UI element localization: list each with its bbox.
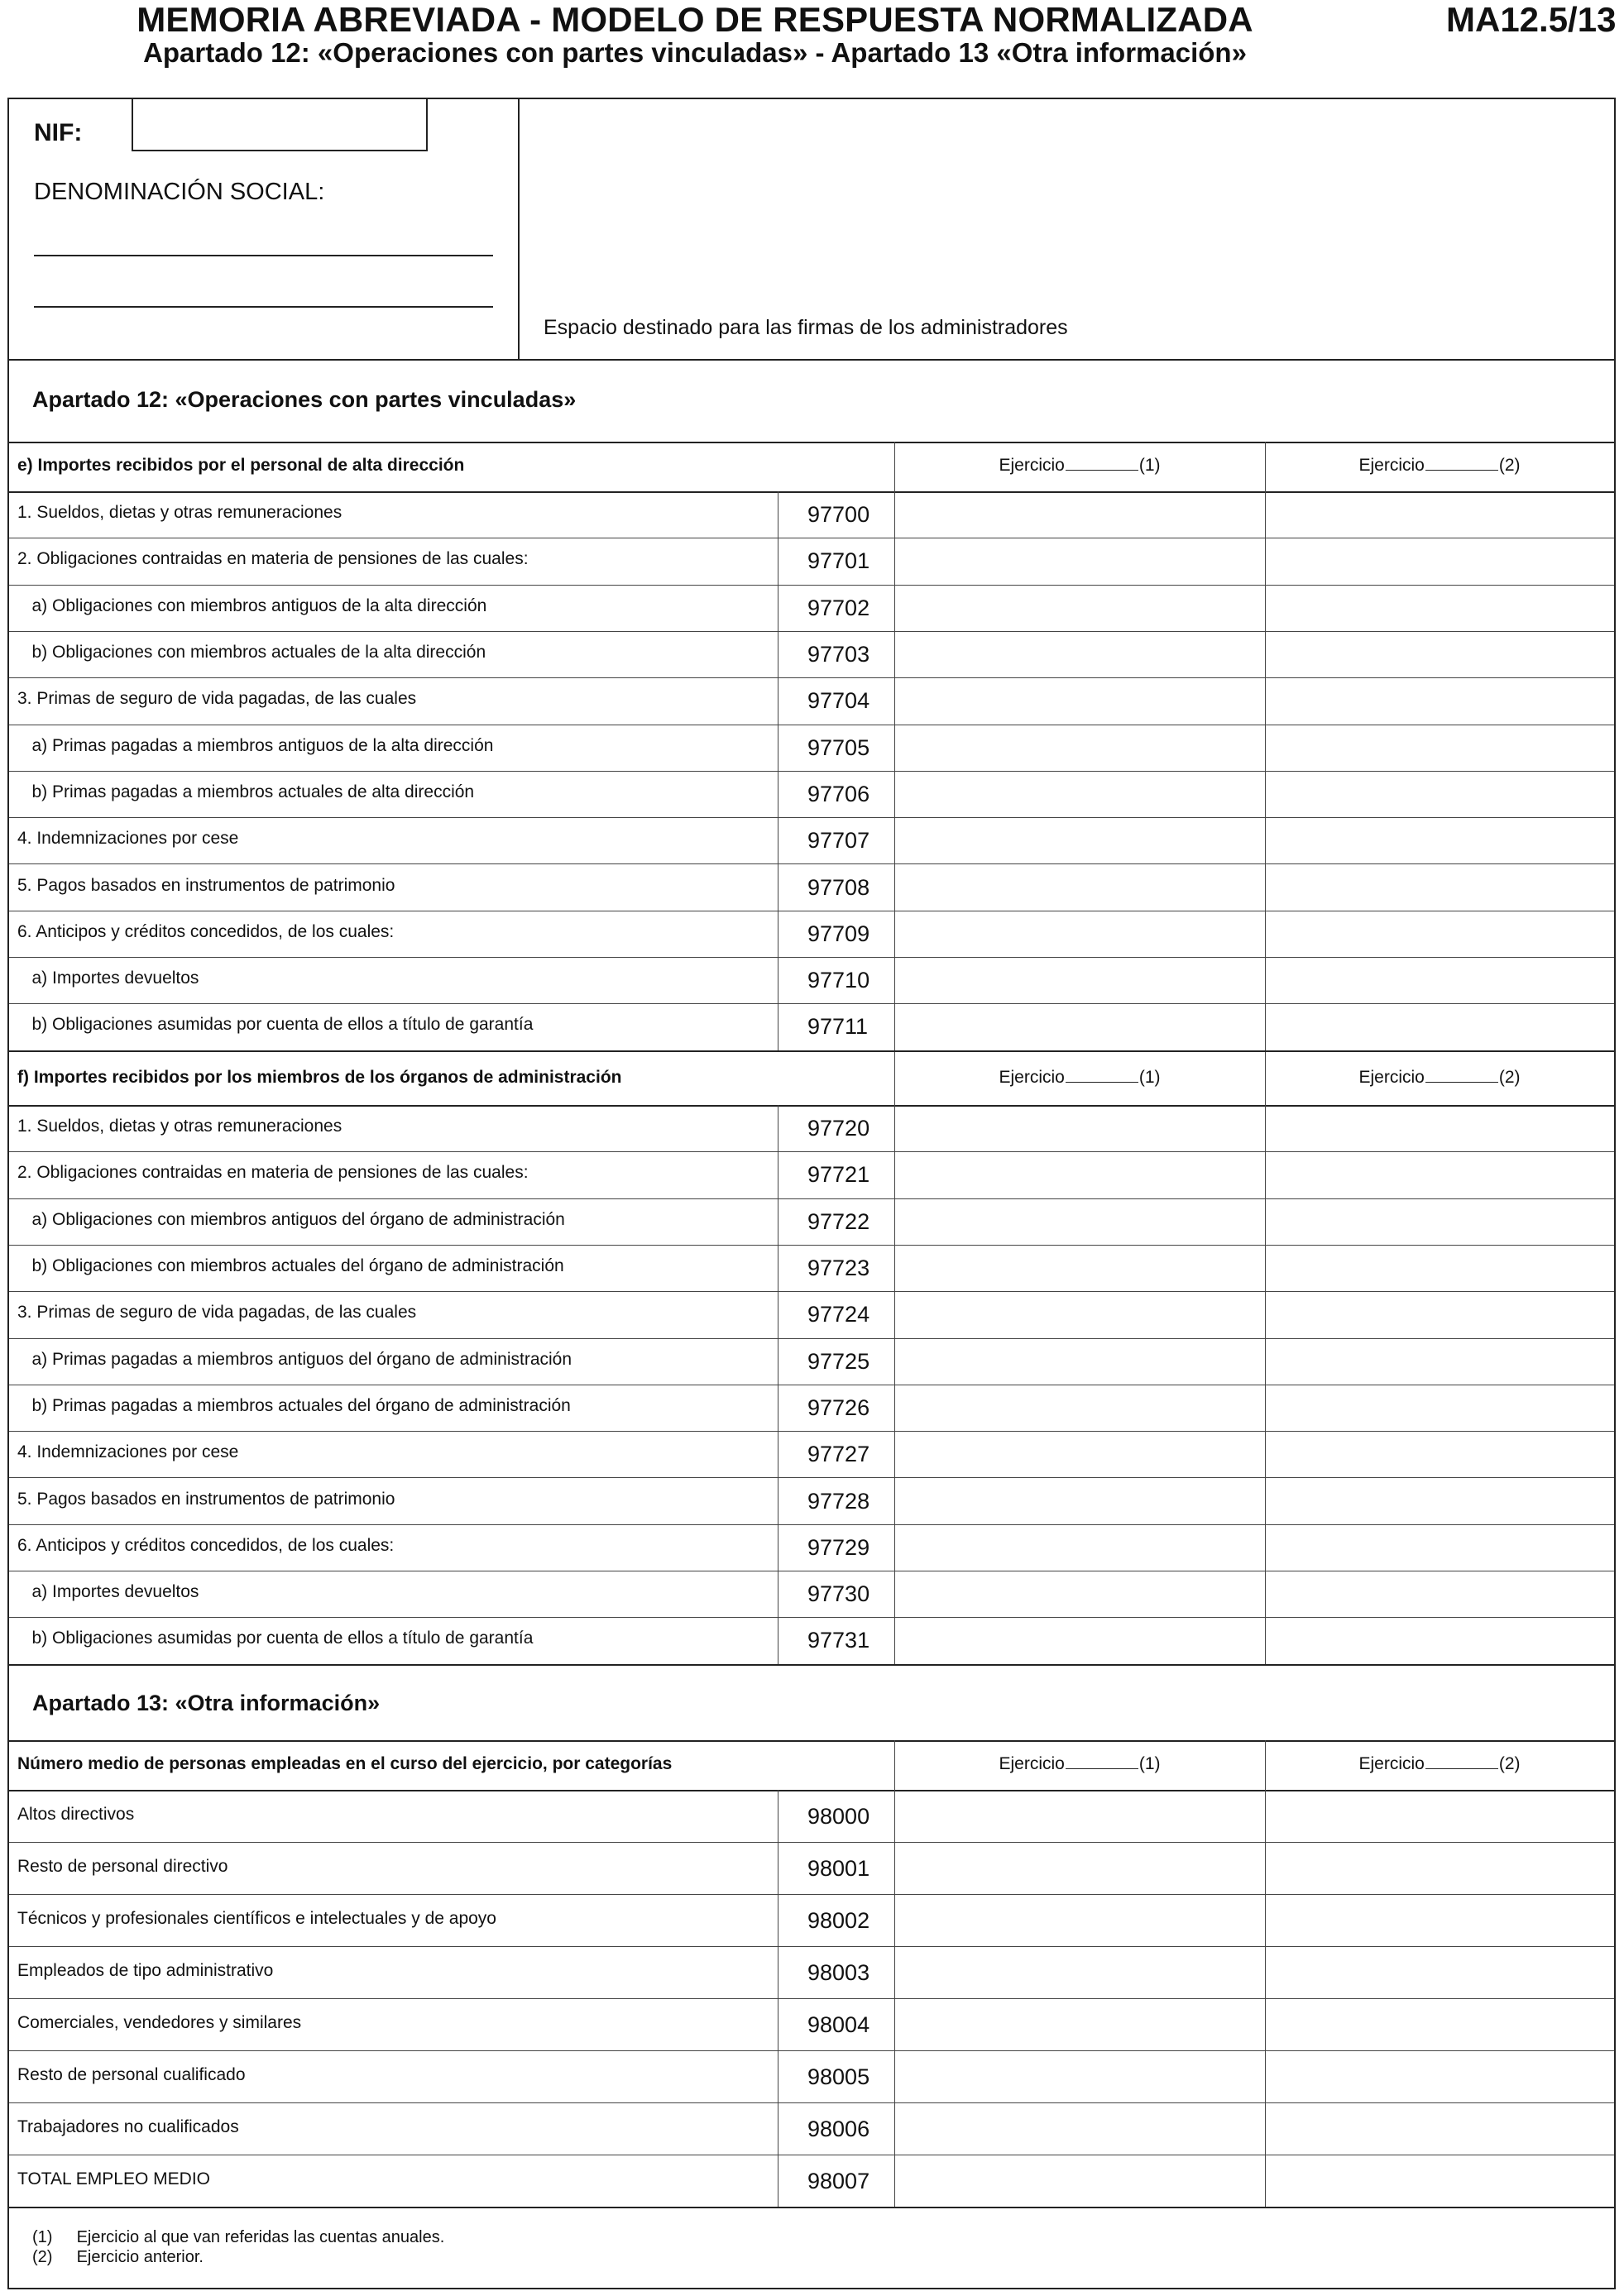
form-code: MA12.5/13 <box>1446 0 1617 39</box>
row-divider <box>9 1617 1614 1618</box>
ejercicio-label: Ejercicio <box>999 456 1065 475</box>
employees-row-code: 98000 <box>807 1803 870 1829</box>
section-f-row-code: 97729 <box>807 1534 870 1560</box>
employees-row-code: 98005 <box>807 2064 870 2089</box>
row-divider <box>9 585 1614 586</box>
employees-value-current[interactable] <box>896 2000 1263 2049</box>
employees-value-current[interactable] <box>896 2156 1263 2205</box>
row-divider <box>9 1198 1614 1199</box>
employees-row-label: Altos directivos <box>17 1804 135 1824</box>
section-e-value-previous[interactable] <box>1267 726 1612 769</box>
divider <box>9 1664 1614 1666</box>
section-f-row-code: 97730 <box>807 1581 870 1607</box>
section-e-row-label: a) Importes devueltos <box>17 969 199 988</box>
section-e-col2-header <box>1265 456 1614 476</box>
section-f-row-label: a) Primas pagadas a miembros antiguos del órgano de administración <box>17 1349 572 1369</box>
section-f-row-code: 97731 <box>807 1628 870 1653</box>
row-divider <box>9 1946 1614 1947</box>
ejercicio-note-ref: (2) <box>1498 456 1521 475</box>
section-e-row-label: b) Obligaciones asumidas por cuenta de ellos a título de garantía <box>17 1015 534 1035</box>
employees-row-label: Resto de personal cualificado <box>17 2064 246 2084</box>
column-divider <box>1265 1052 1266 1664</box>
section-e-row-label: 1. Sueldos, dietas y otras remuneraciones <box>17 503 343 523</box>
row-divider <box>9 1151 1614 1152</box>
ejercicio-note-ref: (1) <box>1138 1754 1161 1773</box>
apartado-12-title: Apartado 12: «Operaciones con partes vinculadas» <box>32 387 577 412</box>
row-divider <box>9 817 1614 818</box>
employees-col1-header <box>894 1754 1265 1774</box>
note-1-mark: (1) <box>32 2228 53 2246</box>
employees-row-label: Trabajadores no cualificados <box>17 2117 239 2136</box>
column-divider <box>894 1740 895 2207</box>
section-e-value-previous[interactable] <box>1267 819 1612 862</box>
denominacion-field-line-1[interactable] <box>34 255 493 256</box>
section-f-row-label: 4. Indemnizaciones por cese <box>17 1442 239 1462</box>
section-f-value-current[interactable] <box>896 1153 1263 1196</box>
row-divider <box>9 1524 1614 1525</box>
ejercicio-label: Ejercicio <box>999 1068 1065 1087</box>
section-e-value-current[interactable] <box>896 726 1263 769</box>
section-f-value-previous[interactable] <box>1267 1153 1612 1196</box>
section-e-value-current[interactable] <box>896 539 1263 582</box>
section-f-col1-header <box>894 1068 1265 1088</box>
section-f-row-label: b) Primas pagadas a miembros actuales del órgano de administración <box>17 1395 571 1415</box>
ejercicio-label: Ejercicio <box>999 1754 1065 1773</box>
section-e-row-label: 4. Indemnizaciones por cese <box>17 829 239 849</box>
section-e-value-current[interactable] <box>896 493 1263 536</box>
ejercicio-note-ref: (1) <box>1138 1068 1161 1087</box>
section-f-value-current[interactable] <box>896 1340 1263 1383</box>
note-2-text: Ejercicio anterior. <box>76 2248 204 2266</box>
section-f-row-code: 97725 <box>807 1348 870 1374</box>
divider <box>9 2207 1614 2208</box>
ejercicio-note-ref: (1) <box>1138 456 1161 475</box>
ejercicio-year-field[interactable] <box>1425 456 1498 471</box>
row-divider <box>9 1431 1614 1432</box>
column-divider <box>1265 442 1266 1050</box>
row-divider <box>9 1998 1614 1999</box>
column-divider <box>894 442 895 1050</box>
section-e-value-current[interactable] <box>896 865 1263 908</box>
section-e-row-label: a) Obligaciones con miembros antiguos de la alta dirección <box>17 596 487 615</box>
ejercicio-label: Ejercicio <box>1358 1068 1425 1087</box>
section-e-row-label: b) Obligaciones con miembros actuales de la alta dirección <box>17 643 486 662</box>
employees-value-previous[interactable] <box>1267 2052 1612 2101</box>
employees-row-code: 98001 <box>807 1855 870 1881</box>
section-e-value-current[interactable] <box>896 819 1263 862</box>
employees-col2-header <box>1265 1754 1614 1774</box>
section-e-value-previous[interactable] <box>1267 679 1612 722</box>
section-e-value-previous[interactable] <box>1267 1005 1612 1048</box>
employees-row-label: Empleados de tipo administrativo <box>17 1960 274 1980</box>
section-e-row-code: 97702 <box>807 595 870 620</box>
ejercicio-note-ref: (2) <box>1498 1068 1521 1087</box>
note-1 <box>32 2228 444 2247</box>
section-f-value-current[interactable] <box>896 1200 1263 1243</box>
section-f-row-code: 97724 <box>807 1302 870 1327</box>
employees-row-label: Técnicos y profesionales científicos e intelectuales y de apoyo <box>17 1908 496 1928</box>
section-f-row-label: a) Importes devueltos <box>17 1582 199 1602</box>
employees-row-label: TOTAL EMPLEO MEDIO <box>17 2169 210 2188</box>
note-2-mark: (2) <box>32 2248 53 2266</box>
section-f-value-previous[interactable] <box>1267 1572 1612 1615</box>
section-e-row-label: 6. Anticipos y créditos concedidos, de los cuales: <box>17 921 395 941</box>
ejercicio-year-field[interactable] <box>1066 1754 1138 1769</box>
section-e-value-previous[interactable] <box>1267 539 1612 582</box>
section-f-row-code: 97720 <box>807 1116 870 1141</box>
row-divider <box>9 1003 1614 1004</box>
section-f-row-label: a) Obligaciones con miembros antiguos del órgano de administración <box>17 1209 565 1229</box>
section-e-row-code: 97707 <box>807 828 870 854</box>
section-e-value-previous[interactable] <box>1267 959 1612 1002</box>
nif-field[interactable] <box>132 99 428 151</box>
ejercicio-year-field[interactable] <box>1066 456 1138 471</box>
row-divider <box>9 2102 1614 2103</box>
row-divider <box>9 1245 1614 1246</box>
ejercicio-year-field[interactable] <box>1425 1068 1498 1083</box>
row-divider <box>9 677 1614 678</box>
divider <box>9 1740 1614 1742</box>
column-divider <box>1265 1740 1266 2207</box>
section-f-value-previous[interactable] <box>1267 1340 1612 1383</box>
section-e-row-code: 97709 <box>807 921 870 946</box>
section-f-value-previous[interactable] <box>1267 1200 1612 1243</box>
form-title: MEMORIA ABREVIADA - MODELO DE RESPUESTA NORMALIZADA <box>137 0 1253 39</box>
section-e-row-code: 97705 <box>807 734 870 760</box>
employees-row-code: 98006 <box>807 2116 870 2141</box>
employees-value-previous[interactable] <box>1267 2000 1612 2049</box>
column-divider <box>894 1052 895 1664</box>
section-e-value-current[interactable] <box>896 586 1263 629</box>
section-f-value-previous[interactable] <box>1267 1107 1612 1150</box>
row-divider <box>9 1894 1614 1895</box>
section-e-row-code: 97700 <box>807 502 870 528</box>
section-e-value-previous[interactable] <box>1267 912 1612 955</box>
section-f-value-previous[interactable] <box>1267 1246 1612 1289</box>
section-f-value-current[interactable] <box>896 1619 1263 1662</box>
id-divider <box>518 99 520 359</box>
ejercicio-label: Ejercicio <box>1358 456 1425 475</box>
employees-row-code: 98002 <box>807 1907 870 1933</box>
section-e-value-current[interactable] <box>896 679 1263 722</box>
employees-value-current[interactable] <box>896 2052 1263 2101</box>
section-e-row-code: 97708 <box>807 874 870 900</box>
section-e-row-label: a) Primas pagadas a miembros antiguos de la alta dirección <box>17 735 494 755</box>
denominacion-label: DENOMINACIÓN SOCIAL: <box>34 179 325 205</box>
section-f-row-code: 97727 <box>807 1442 870 1467</box>
section-e-col1-header <box>894 456 1265 476</box>
section-f-row-label: 2. Obligaciones contraidas en materia de pensiones de las cuales: <box>17 1163 529 1183</box>
denominacion-field-line-2[interactable] <box>34 306 493 308</box>
form-sheet <box>7 98 1616 2289</box>
section-e-row-code: 97706 <box>807 781 870 806</box>
employees-row-code: 98003 <box>807 1959 870 1985</box>
employees-value-previous[interactable] <box>1267 1896 1612 1944</box>
section-e-value-previous[interactable] <box>1267 493 1612 536</box>
employees-value-previous[interactable] <box>1267 1948 1612 1997</box>
row-divider <box>9 1291 1614 1292</box>
employees-value-previous[interactable] <box>1267 2156 1612 2205</box>
section-e-value-current[interactable] <box>896 912 1263 955</box>
section-f-row-label: 5. Pagos basados en instrumentos de patrimonio <box>17 1489 395 1509</box>
ejercicio-year-field[interactable] <box>1066 1068 1138 1083</box>
section-e-row-label: 3. Primas de seguro de vida pagadas, de las cuales <box>17 689 417 709</box>
row-divider <box>9 863 1614 864</box>
section-f-value-current[interactable] <box>896 1107 1263 1150</box>
section-e-value-current[interactable] <box>896 633 1263 676</box>
section-e-row-code: 97701 <box>807 548 870 574</box>
section-f-row-label: b) Obligaciones asumidas por cuenta de ellos a título de garantía <box>17 1629 534 1648</box>
section-e-title: e) Importes recibidos por el personal de alta dirección <box>17 456 465 475</box>
apartado-13-title: Apartado 13: «Otra información» <box>32 1691 381 1715</box>
divider <box>9 359 1614 361</box>
section-f-value-previous[interactable] <box>1267 1386 1612 1429</box>
section-f-value-current[interactable] <box>896 1293 1263 1336</box>
section-f-value-previous[interactable] <box>1267 1526 1612 1569</box>
row-divider <box>9 957 1614 958</box>
section-f-row-code: 97728 <box>807 1488 870 1514</box>
form-subtitle: Apartado 12: «Operaciones con partes vinculadas» - Apartado 13 «Otra información» <box>143 37 1247 68</box>
section-e-value-current[interactable] <box>896 959 1263 1002</box>
section-e-value-current[interactable] <box>896 773 1263 816</box>
section-f-value-current[interactable] <box>896 1246 1263 1289</box>
section-e-row-code: 97710 <box>807 968 870 993</box>
employees-value-current[interactable] <box>896 1896 1263 1944</box>
employees-value-current[interactable] <box>896 1791 1263 1840</box>
section-e-value-previous[interactable] <box>1267 865 1612 908</box>
section-e-row-label: 5. Pagos basados en instrumentos de patrimonio <box>17 875 395 895</box>
section-e-value-previous[interactable] <box>1267 773 1612 816</box>
note-1-text: Ejercicio al que van referidas las cuentas anuales. <box>76 2228 445 2246</box>
section-f-row-label: b) Obligaciones con miembros actuales del órgano de administración <box>17 1256 564 1276</box>
employees-title: Número medio de personas empleadas en el curso del ejercicio, por categorías <box>17 1754 673 1773</box>
employees-value-current[interactable] <box>896 1948 1263 1997</box>
section-e-row-label: b) Primas pagadas a miembros actuales de alta dirección <box>17 782 475 801</box>
section-f-row-code: 97726 <box>807 1394 870 1420</box>
section-f-col2-header <box>1265 1068 1614 1088</box>
ejercicio-year-field[interactable] <box>1425 1754 1498 1769</box>
section-f-value-current[interactable] <box>896 1479 1263 1522</box>
section-e-row-code: 97711 <box>807 1014 869 1040</box>
section-f-row-code: 97723 <box>807 1256 870 1281</box>
employees-row-label: Comerciales, vendedores y similares <box>17 2012 302 2032</box>
row-divider <box>9 771 1614 772</box>
section-f-row-label: 6. Anticipos y créditos concedidos, de los cuales: <box>17 1535 395 1555</box>
employees-row-code: 98007 <box>807 2168 870 2193</box>
employees-row-code: 98004 <box>807 2011 870 2037</box>
section-f-title: f) Importes recibidos por los miembros de los órganos de administración <box>17 1068 622 1087</box>
section-f-value-current[interactable] <box>896 1572 1263 1615</box>
employees-value-current[interactable] <box>896 1844 1263 1892</box>
section-f-value-previous[interactable] <box>1267 1293 1612 1336</box>
divider <box>9 442 1614 443</box>
section-f-value-previous[interactable] <box>1267 1619 1612 1662</box>
section-e-row-label: 2. Obligaciones contraidas en materia de pensiones de las cuales: <box>17 549 529 569</box>
section-f-row-code: 97721 <box>807 1162 870 1188</box>
section-f-value-current[interactable] <box>896 1526 1263 1569</box>
employees-value-current[interactable] <box>896 2104 1263 2153</box>
divider <box>9 1050 1614 1052</box>
ejercicio-label: Ejercicio <box>1358 1754 1425 1773</box>
section-e-value-current[interactable] <box>896 1005 1263 1048</box>
row-divider <box>9 1338 1614 1339</box>
employees-value-previous[interactable] <box>1267 2104 1612 2153</box>
section-e-row-code: 97704 <box>807 688 870 714</box>
section-f-value-current[interactable] <box>896 1386 1263 1429</box>
ejercicio-note-ref: (2) <box>1498 1754 1521 1773</box>
row-divider <box>9 1477 1614 1478</box>
employees-value-previous[interactable] <box>1267 1844 1612 1892</box>
section-f-row-label: 1. Sueldos, dietas y otras remuneraciones <box>17 1117 343 1136</box>
section-e-value-previous[interactable] <box>1267 586 1612 629</box>
employees-row-label: Resto de personal directivo <box>17 1856 228 1876</box>
row-divider <box>9 1842 1614 1843</box>
firmas-label: Espacio destinado para las firmas de los administradores <box>544 316 1068 339</box>
employees-value-previous[interactable] <box>1267 1791 1612 1840</box>
nif-label: NIF: <box>34 119 83 146</box>
section-f-value-previous[interactable] <box>1267 1433 1612 1476</box>
note-2 <box>32 2248 204 2267</box>
row-divider <box>9 2050 1614 2051</box>
section-e-value-previous[interactable] <box>1267 633 1612 676</box>
section-f-row-code: 97722 <box>807 1208 870 1234</box>
section-f-value-current[interactable] <box>896 1433 1263 1476</box>
section-f-row-label: 3. Primas de seguro de vida pagadas, de las cuales <box>17 1303 417 1323</box>
section-e-row-code: 97703 <box>807 642 870 667</box>
section-f-value-previous[interactable] <box>1267 1479 1612 1522</box>
row-divider <box>9 631 1614 632</box>
